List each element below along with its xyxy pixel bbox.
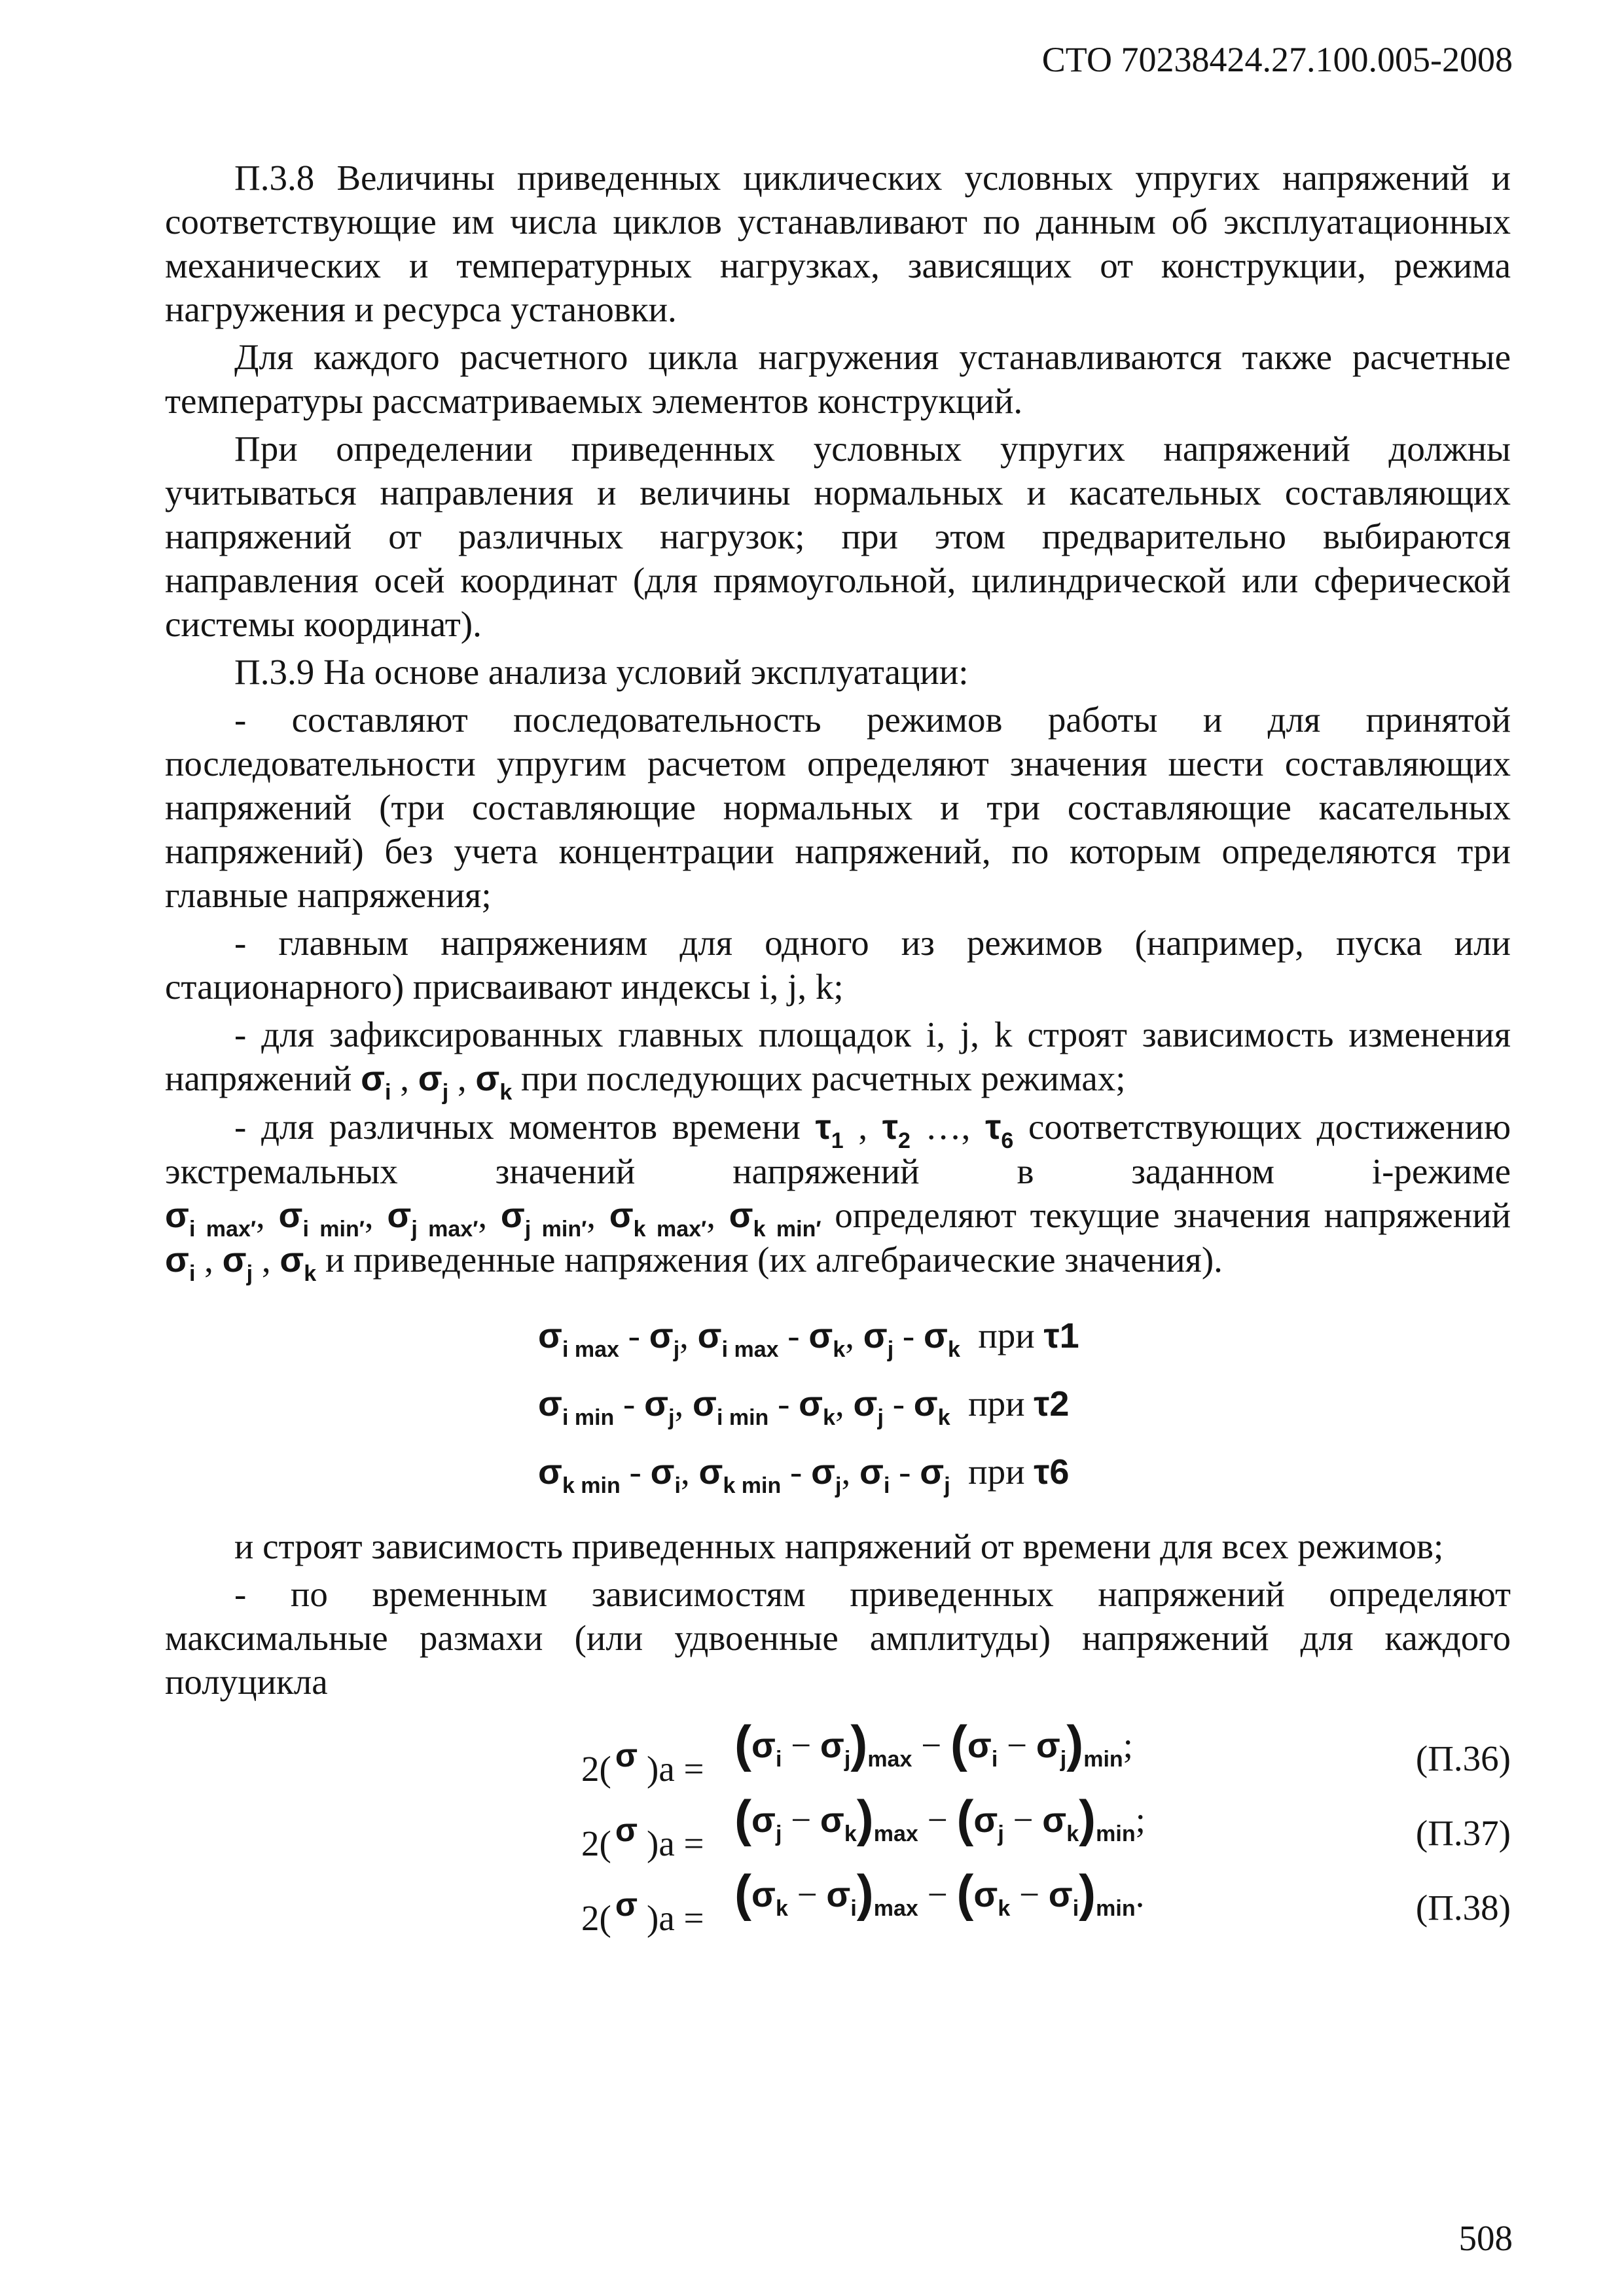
paragraph-temperatures: Для каждого расчетного цикла нагружения устанавливаются также расчетные температуры рассматриваемых элементов конструкций. [165, 337, 1511, 421]
equation-p37 [165, 1791, 1511, 1866]
list-item-max-ranges: - по временным зависимостям приведенных напряжений определяют максимальные размахи (или удвоенные амплитуды) напряжений для каждого полуцикла [165, 1574, 1511, 1702]
paragraph-p-3-9: П.3.9 На основе анализа условий эксплуатации: [234, 652, 969, 692]
system-row-tau2: $\sigma_{i min} - \sigma_j$, $\sigma_{i min} - \sigma_k$, $\sigma_j - \sigma_k$ при τ2 [538, 1384, 1070, 1430]
equation-end: ; [1123, 1725, 1133, 1765]
tau-symbols: $\tau_1$ , $\tau_2$ …, $\tau_6$ [815, 1107, 1014, 1153]
system-row-at: при [968, 1452, 1025, 1492]
list-item-stress-change-tail: при последующих расчетных режимах; [521, 1058, 1126, 1098]
list-item-time-moments [165, 1105, 1511, 1286]
paragraph-p-3-8: П.3.8 Величины приведенных циклических условных упругих напряжений и соответствующие им числа циклов устанавливают по данным об эксплуатационных механических и температурных нагрузках, зависящих от конструкции, режима нагружения и ресурса установки. [165, 158, 1511, 329]
list-item-stress-change-text: - для зафиксированных главных площадок i, j, k строят зависимость изменения напряжений [165, 1014, 1511, 1098]
time-moments-text-c: определяют текущие значения напряжений [835, 1195, 1511, 1235]
list-item-sequence: - составляют последовательность режимов работы и для принятой последовательности упругим расчетом определяют значения шести составляющих напряжений (три составляющие нормальных и три составляющие касательных напряжений) без учета концентрации напряжений, по которым определяются три главные напряжения; [165, 700, 1511, 915]
equation-lhs: 2( σ )a = [581, 1737, 704, 1789]
time-moments-text-a: - для различных моментов времени [234, 1107, 801, 1147]
equation-number: (П.37) [1415, 1813, 1511, 1853]
equation-lhs: 2( σ )a = [581, 1812, 704, 1863]
reduced-stress-system [538, 1302, 1511, 1506]
document-code: СТО 70238424.27.100.005-2008 [1041, 40, 1513, 79]
time-moments-text-d: и приведенные напряжения (их алгебраические значения). [325, 1240, 1223, 1280]
system-row-tau1: $\sigma_{i max} - \sigma_j$, $\sigma_{i max} - \sigma_k$, $\sigma_j - \sigma_k$ при τ1 [538, 1316, 1079, 1362]
paragraph-directions: При определении приведенных условных упругих напряжений должны учитываться направления и величины нормальных и касательных составляющих напряжений от различных нагрузок; при этом предварительно выбираются направления осей координат (для прямоугольной, цилиндрической или сферической системы координат). [165, 429, 1511, 644]
list-item-indices: - главным напряжениям для одного из режимов (например, пуска или стационарного) присваивают индексы i, j, k; [165, 923, 1511, 1007]
time-moments-text-b: соответствующих достижению экстремальных значений напряжений в заданном i-режиме [165, 1107, 1511, 1191]
system-row-tau: τ1 [1043, 1316, 1079, 1355]
equation-p36 [165, 1717, 1511, 1791]
system-row-at: при [968, 1384, 1025, 1424]
equation-end: ; [1135, 1800, 1146, 1840]
equation-number: (П.36) [1415, 1738, 1511, 1778]
current-stress-symbols: $\sigma_i$ , $\sigma_j$ , $\sigma_k$ [165, 1240, 317, 1286]
system-row-tau: τ2 [1034, 1384, 1070, 1424]
extreme-stress-symbols: $\sigma_{i max'}$, $\sigma_{i min'}$, $\sigma_{j max'}$, $\sigma_{j min'}$, $\sigma_{k max'}$, $\sigma_{k min'}$ [165, 1195, 821, 1242]
equation-rhs: $(\sigma_i - \sigma_j)_{max} - (\sigma_i - \sigma_j)_{min}$; [734, 1715, 1133, 1772]
system-row-tau6: $\sigma_{k min} - \sigma_i$, $\sigma_{k min} - \sigma_j$, $\sigma_i - \sigma_j$ при τ6 [538, 1452, 1070, 1498]
system-row-tau: τ6 [1034, 1452, 1070, 1492]
system-row-at: при [978, 1316, 1035, 1355]
equation-rhs: $(\sigma_k - \sigma_i)_{max} - (\sigma_k - \sigma_i)_{min}$. [734, 1864, 1145, 1922]
main-text [165, 156, 1511, 1941]
equation-rhs: $(\sigma_j - \sigma_k)_{max} - (\sigma_j - \sigma_k)_{min}$; [734, 1789, 1146, 1847]
page-number: 508 [1458, 2218, 1513, 2258]
equation-p38 [165, 1866, 1511, 1941]
equation-number: (П.38) [1415, 1888, 1511, 1928]
equation-end: . [1135, 1874, 1145, 1914]
paragraph-time-dependence: и строят зависимость приведенных напряжений от времени для всех режимов; [234, 1526, 1444, 1566]
stress-symbols: $\sigma_i$ , $\sigma_j$ , $\sigma_k$ [361, 1058, 513, 1105]
list-item-stress-change [165, 1013, 1511, 1105]
equation-lhs: 2( σ )a = [581, 1886, 704, 1938]
